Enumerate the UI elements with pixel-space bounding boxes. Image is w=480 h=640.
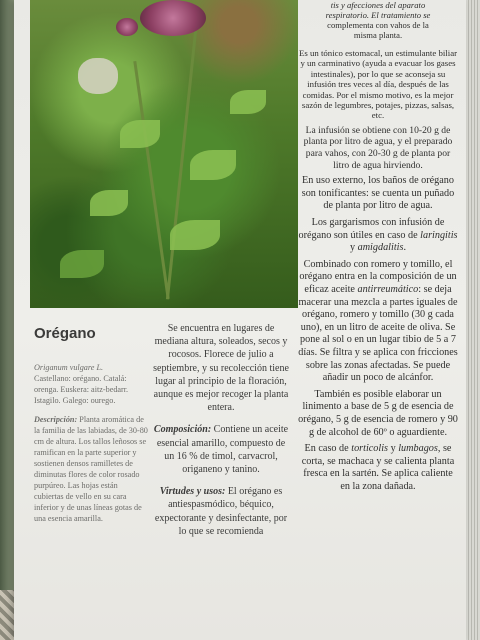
page-title: Orégano	[34, 325, 96, 342]
paragraph: También es posible elaborar un linimento a base de 5 g de esencia de orégano, 5 g de esencia de romero y 90 g de alcohol de 60º o aguardiente.	[298, 388, 458, 438]
uses: Virtudes y usos: El orégano es antiespasmódico, béquico, expectorante y desinfectante, por lo que se recomienda	[154, 486, 288, 537]
text-line: complementa con vahos de la	[327, 20, 429, 30]
leaf	[190, 150, 236, 180]
text-line: tis y afecciones del aparato	[330, 0, 426, 10]
paragraph: La infusión se obtiene con 10-20 g de planta por litro de agua, y el preparado para vahos, con 20-30 g de planta por litro de agua hirviendo.	[303, 124, 453, 171]
oregano-photo	[30, 0, 298, 308]
flower-cluster	[116, 18, 138, 36]
rock	[78, 58, 118, 94]
paragraph: Es un tónico estomacal, un estimulante biliar y un carminativo (ayuda a evacuar los gases intestinales), por lo que se aconseja su infusión tres veces al día, después de las comidas. Por el mismo motivo, es la mejor sazón de legumbres, potajes, pizzas, salsas, etc.	[298, 48, 458, 121]
paragraph: En uso externo, los baños de orégano son tonificantes: se cuenta un puñado de planta por litro de agua.	[301, 175, 455, 212]
leaf	[120, 120, 160, 148]
leaf	[90, 190, 128, 216]
right-column	[298, 0, 458, 497]
text-line: misma planta.	[353, 30, 403, 40]
left-column	[34, 362, 148, 532]
description: Descripción: Planta aromática de la familia de las labiadas, de 30-80 cm de altura. Los tallos leñosos se ramifican en la parte superior y sostienen densos ramilletes de diminutas flores de color rosado purpúreo. Las hojas están cubiertas de vello en su cara inferior y de unas líneas gotas de una esencia amarilla.	[34, 415, 148, 523]
middle-column	[152, 322, 290, 547]
latin-name: Origanum vulgare L.	[34, 363, 104, 372]
leaf	[60, 250, 104, 278]
flower-cluster	[140, 0, 206, 36]
text-line: respiratorio. El tratamiento se	[325, 10, 431, 20]
paragraph: Combinado con romero y tomillo, el orégano entra en la composición de un eficaz aceite antirreumático: se deja macerar una mezcla a partes iguales de orégano, romero y tomillo (30 g cada uno), en un litro de aceite de oliva. Se pone al sol o en un lugar tibio de 5 a 7 días. Se filtra y se aplica con fricciones sobre las zonas afectadas. Se puede añadir un poco de alcánfor.	[298, 258, 458, 384]
leaf	[170, 220, 220, 250]
paragraph: En caso de torticolis y lumbagos, se corta, se machaca y se calienta planta fresca en la sartén. Se aplica caliente en la zona dañada.	[301, 443, 455, 492]
paragraph: Los gargarismos con infusión de orégano son útiles en caso de laringitis y amigdalitis.	[298, 217, 458, 254]
composition: Composición: Contiene un aceite esencial amarillo, compuesto de un 16 % de timol, carvacrol, origaneno y tanino.	[153, 424, 289, 476]
paragraph: Se encuentra en lugares de mediana altura, soleados, secos y rocosos. Florece de julio a septiembre, y su recolección tiene lugar al principio de la floración, aunque es mejor recoger la planta entera.	[153, 323, 289, 414]
leaf	[230, 90, 266, 114]
common-names: Castellano: orégano. Catalá: orenga. Euskera: aitz-bedarr. Istagilo. Galego: ourego.	[34, 374, 129, 405]
plant-stem	[133, 61, 169, 299]
